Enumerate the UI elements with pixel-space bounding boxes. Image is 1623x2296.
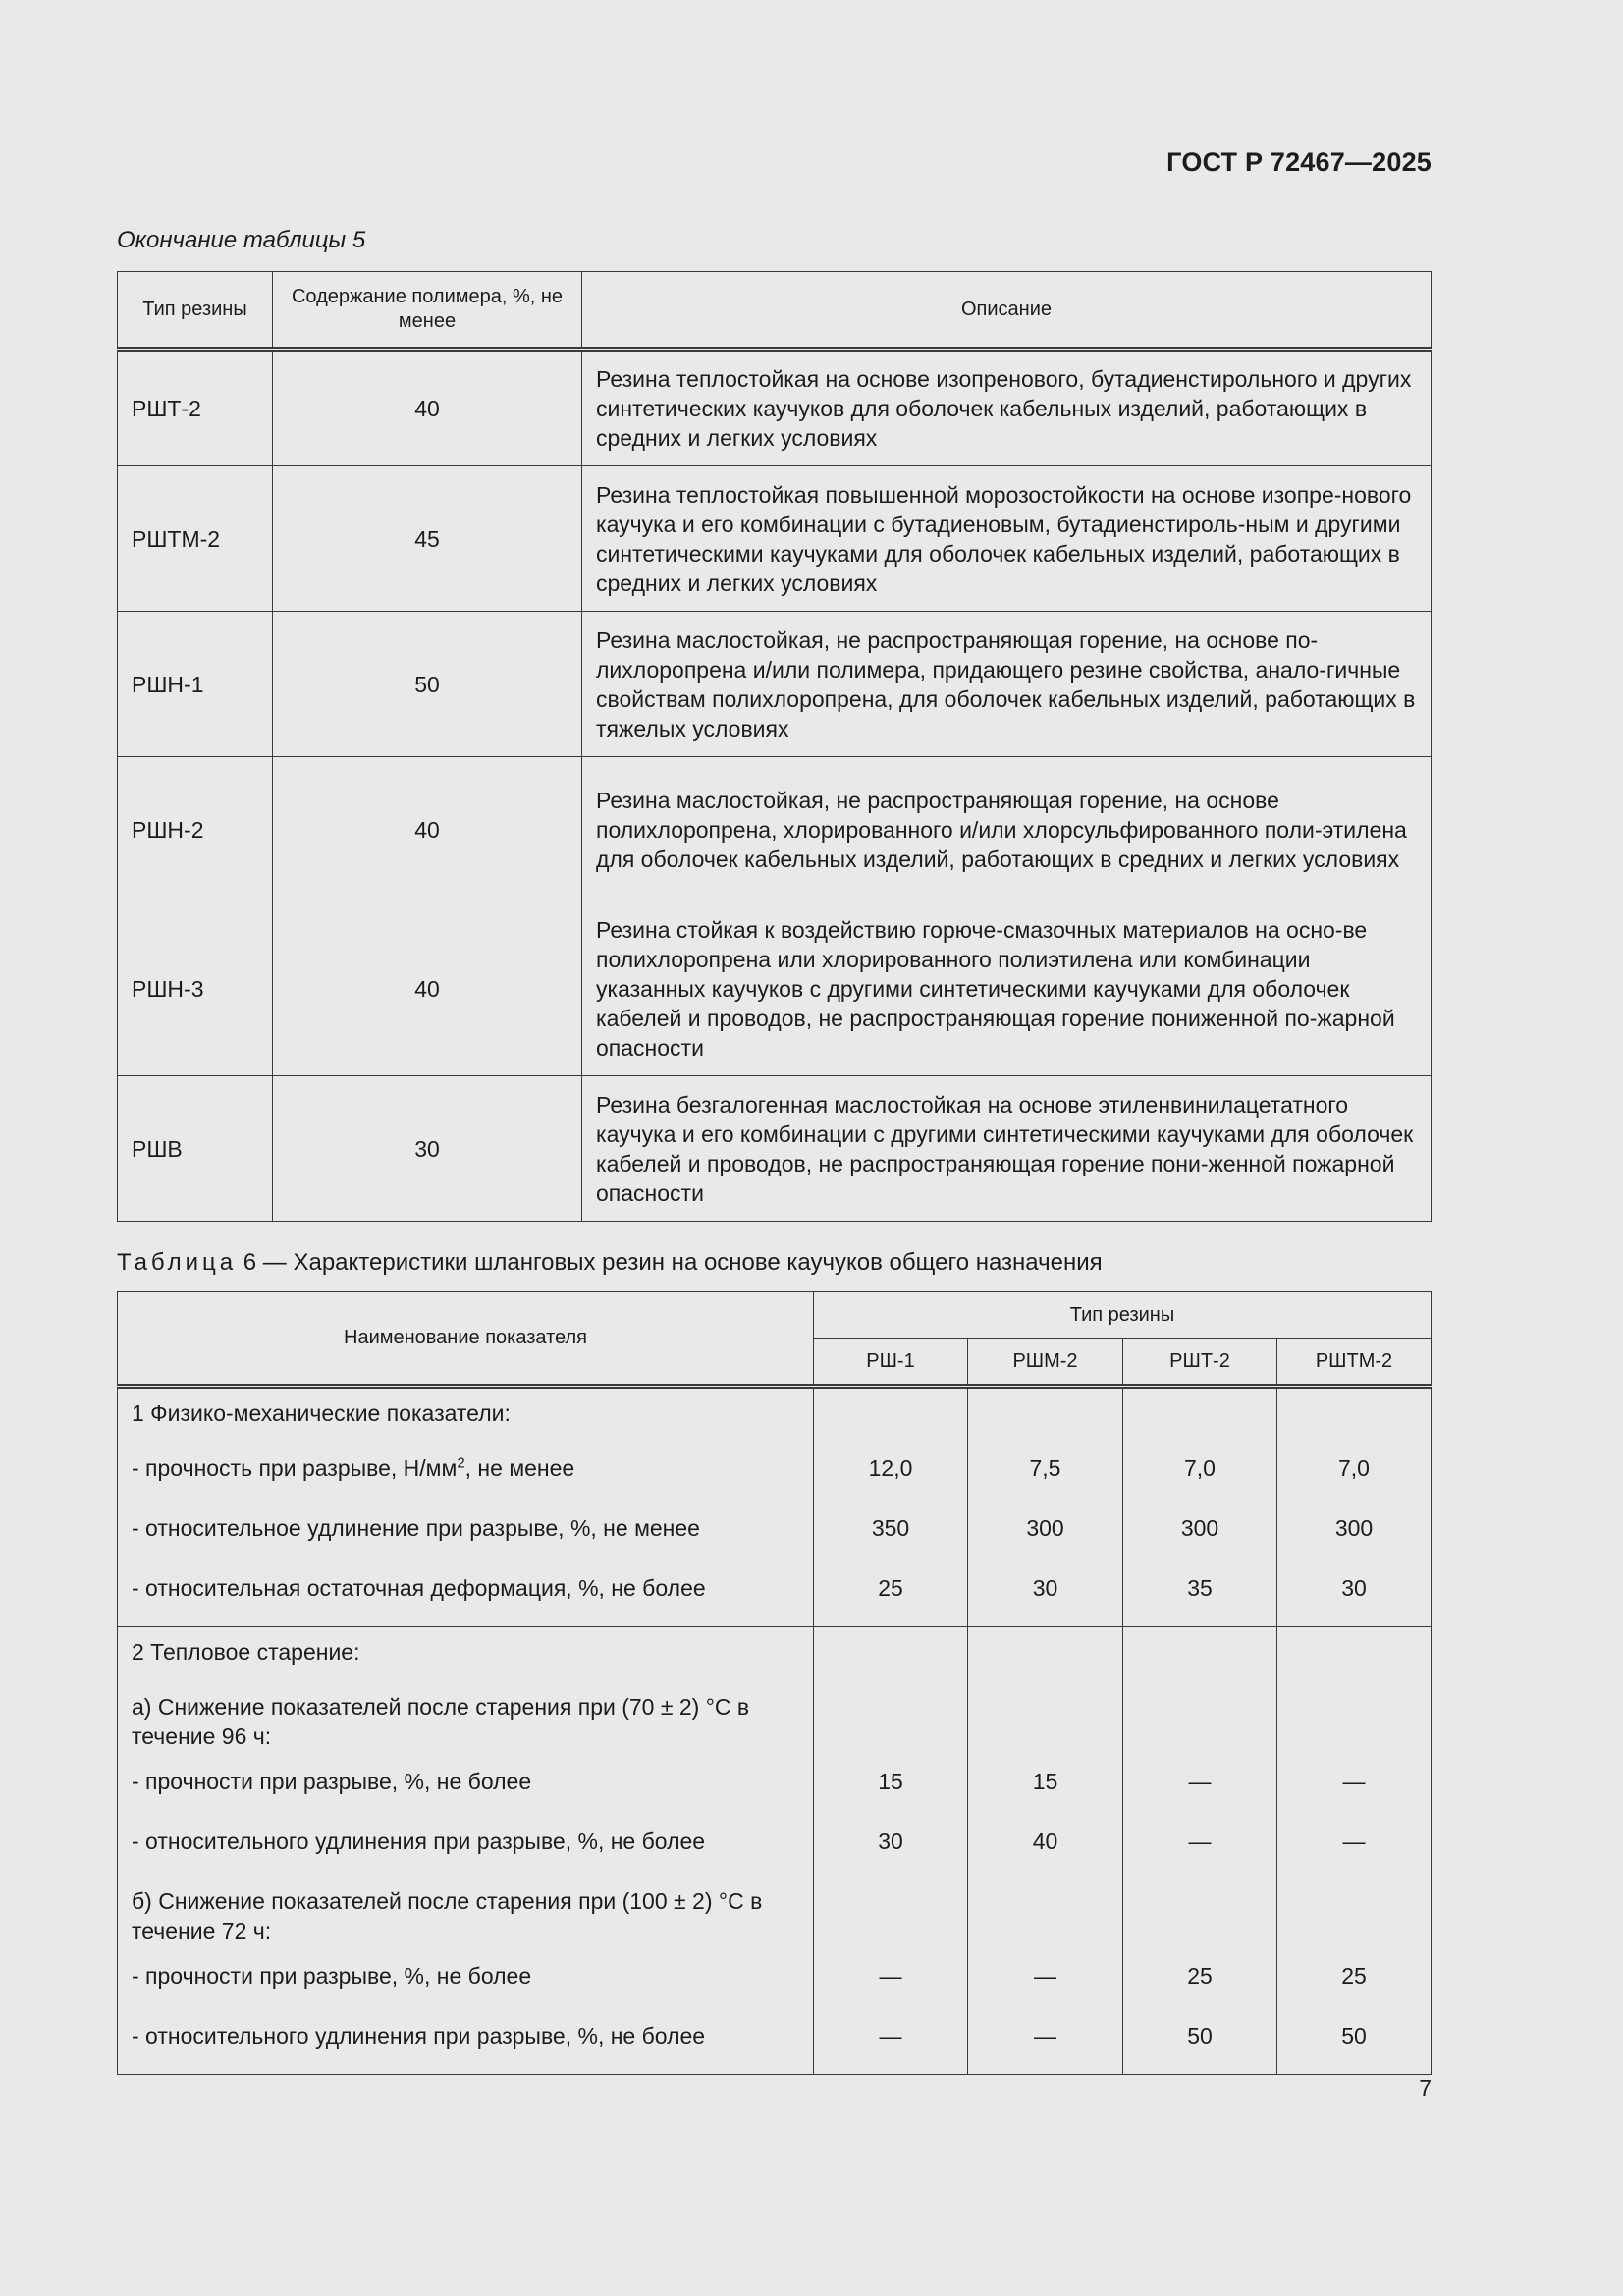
indicator-label: - прочности при разрыве, %, не более [118,1760,814,1820]
value-cell: 35 [1123,1566,1277,1627]
table6-header-type: РШТМ-2 [1277,1339,1432,1387]
subgroup-title: б) Снижение показателей после старения при (100 ± 2) °С в течение 72 ч: [118,1880,814,1954]
value-cell: 300 [968,1506,1123,1566]
value-cell: 30 [968,1566,1123,1627]
value-cell: — [968,2014,1123,2075]
description: Резина безгалогенная маслостойкая на основе этиленвинилацетатного каучука и его комбинации с другими синтетическими каучуками для оболочек кабелей и проводов, не распространяющая горение пони-женной пожарной опасности [582,1076,1432,1222]
indicator-label-suffix: , не менее [464,1455,575,1481]
value-cell: 7,0 [1277,1447,1432,1506]
table5-caption: Окончание таблицы 5 [117,227,366,253]
value-cell: 15 [814,1760,968,1820]
table6-header-name: Наименование показателя [118,1292,814,1387]
table-row [118,1447,1432,1506]
rubber-type: РШТМ-2 [118,466,273,612]
value-cell: 12,0 [814,1447,968,1506]
table-row [118,1760,1432,1820]
polymer-content: 45 [273,466,582,612]
description: Резина маслостойкая, не распространяющая горение, на основе полихлоропрена, хлорированного и/или хлорсульфированного поли-этилена для оболочек кабельных изделий, работающих в средних и легких условиях [582,757,1432,902]
indicator-label: - относительного удлинения при разрыве, %, не более [118,1820,814,1880]
polymer-content: 40 [273,902,582,1076]
subgroup-title: а) Снижение показателей после старения при (70 ± 2) °С в течение 96 ч: [118,1685,814,1760]
table6-caption [117,1249,1103,1277]
polymer-content: 40 [273,350,582,466]
table6-header-type: РШМ-2 [968,1339,1123,1387]
group-title: 1 Физико-механические показатели: [118,1387,814,1448]
group-title: 2 Тепловое старение: [118,1627,814,1686]
table-row [118,1880,1432,1954]
rubber-type: РШТ-2 [118,350,273,466]
description: Резина стойкая к воздействию горюче-смазочных материалов на осно-ве полихлоропрена или хлорированного полиэтилена или комбинации указанных каучуков с другими синтетическими каучуками для оболочек кабелей и проводов, не распространяющая горение пониженной по-жарной опасности [582,902,1432,1076]
table-row [118,1387,1432,1448]
value-cell: 30 [814,1820,968,1880]
description: Резина маслостойкая, не распространяющая горение, на основе по-лихлоропрена и/или полимера, придающего резине свойства, анало-гичные свойствам полихлоропрена, для оболочек кабельных изделий, работающих в тяжелых условиях [582,612,1432,757]
value-cell: — [1277,1820,1432,1880]
indicator-label: - прочности при разрыве, %, не более [118,1954,814,2014]
indicator-label: - относительная остаточная деформация, %, не более [118,1566,814,1627]
table6-caption-text: 6 — Характеристики шланговых резин на основе каучуков общего назначения [243,1249,1103,1276]
table-row [118,2014,1432,2075]
table-row [118,1820,1432,1880]
rubber-type: РШН-3 [118,902,273,1076]
value-cell: 25 [1277,1954,1432,2014]
indicator-label [118,1447,814,1506]
table5-header-content: Содержание полимера, %, не менее [273,272,582,350]
table6-header-type: РШТ-2 [1123,1339,1277,1387]
rubber-type: РШН-1 [118,612,273,757]
polymer-content: 40 [273,757,582,902]
value-cell: 7,0 [1123,1447,1277,1506]
table6-group-physical [118,1387,1432,1627]
description: Резина теплостойкая на основе изопренового, бутадиенстирольного и других синтетических каучуков для оболочек кабельных изделий, работающих в средних и легких условиях [582,350,1432,466]
table5-header-description: Описание [582,272,1432,350]
document-number: ГОСТ Р 72467—2025 [1166,147,1432,177]
value-cell: 300 [1123,1506,1277,1566]
value-cell: 300 [1277,1506,1432,1566]
table-row [118,466,1432,612]
value-cell: — [968,1954,1123,2014]
table6-header-type: РШ-1 [814,1339,968,1387]
polymer-content: 30 [273,1076,582,1222]
table6 [117,1291,1432,2075]
indicator-label: - относительного удлинения при разрыве, %, не более [118,2014,814,2075]
table-row [118,1506,1432,1566]
value-cell: — [814,1954,968,2014]
value-cell: — [1123,1820,1277,1880]
table6-group-aging [118,1627,1432,2075]
value-cell: 25 [1123,1954,1277,2014]
table6-header-group: Тип резины [814,1292,1432,1339]
indicator-label-text: - прочность при разрыве, Н/мм [132,1455,458,1481]
value-cell: 15 [968,1760,1123,1820]
rubber-type: РШН-2 [118,757,273,902]
table-row [118,1076,1432,1222]
value-cell: — [1277,1760,1432,1820]
table5-header-type: Тип резины [118,272,273,350]
table-row [118,902,1432,1076]
table-row [118,1954,1432,2014]
page-number: 7 [1419,2075,1432,2101]
table5 [117,271,1432,1222]
table-row [118,1685,1432,1760]
value-cell: 30 [1277,1566,1432,1627]
indicator-label: - относительное удлинение при разрыве, %, не менее [118,1506,814,1566]
table-row [118,350,1432,466]
value-cell: 50 [1123,2014,1277,2075]
value-cell: 350 [814,1506,968,1566]
table-row [118,1566,1432,1627]
value-cell: — [1123,1760,1277,1820]
table6-caption-word: Таблица [117,1249,238,1276]
value-cell: 7,5 [968,1447,1123,1506]
table-row [118,757,1432,902]
polymer-content: 50 [273,612,582,757]
superscript: 2 [457,1454,465,1472]
value-cell: 50 [1277,2014,1432,2075]
value-cell: 40 [968,1820,1123,1880]
rubber-type: РШВ [118,1076,273,1222]
value-cell: — [814,2014,968,2075]
description: Резина теплостойкая повышенной морозостойкости на основе изопре-нового каучука и его комбинации с бутадиеновым, бутадиенстироль-ным и другими синтетическими каучуками для оболочек кабельных изделий, работающих в средних и легких условиях [582,466,1432,612]
value-cell: 25 [814,1566,968,1627]
table-row [118,612,1432,757]
table-row [118,1627,1432,1686]
